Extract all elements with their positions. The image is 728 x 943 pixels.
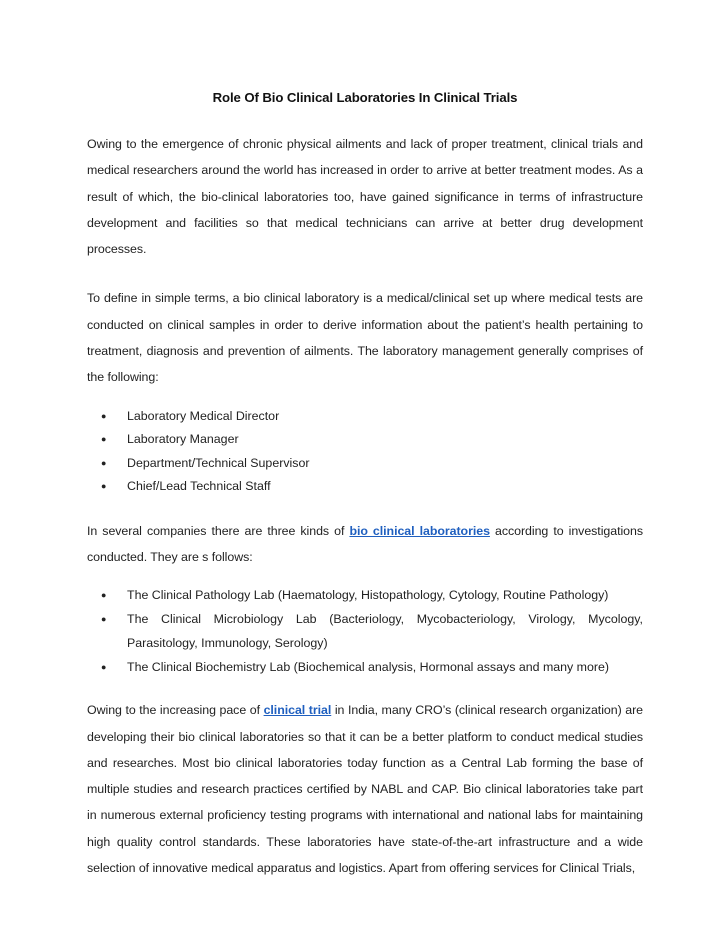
- bullet-icon: ●: [101, 457, 107, 468]
- bio-clinical-laboratories-link[interactable]: bio clinical laboratories: [349, 523, 490, 538]
- document-title: Role Of Bio Clinical Laboratories In Clinical Trials: [212, 90, 518, 105]
- paragraph-text: Owing to the increasing pace of: [87, 703, 264, 718]
- paragraph-intro: Owing to the emergence of chronic physical ailments and lack of proper treatment, clinical trials and medical researchers around the world has increased in order to arrive at better treatment modes. As a result of which, the bio-clinical laboratories too, have gained significance in terms of infrastructure development and facilities so that medical technicians can arrive at better drug development processes.: [87, 137, 643, 257]
- list-item-text: Laboratory Manager: [127, 432, 239, 447]
- document-page: [87, 88, 643, 881]
- clinical-trial-link[interactable]: clinical trial: [263, 703, 332, 718]
- bullet-icon: ●: [101, 590, 107, 601]
- list-item-text: Chief/Lead Technical Staff: [127, 479, 271, 494]
- paragraph-text: In several companies there are three kinds of: [87, 523, 350, 538]
- list-item-text: Laboratory Medical Director: [127, 408, 280, 423]
- bullet-icon: ●: [101, 481, 107, 492]
- paragraph-definition: To define in simple terms, a bio clinical laboratory is a medical/clinical set up where medical tests are conducted on clinical samples in order to derive information about the patient’s health pertaining to treatment, diagnosis and prevention of ailments. The laboratory management generally comprises of the following:: [87, 291, 643, 385]
- bullet-icon: ●: [101, 434, 107, 445]
- list-item: [101, 428, 643, 452]
- list-item-text: The Clinical Microbiology Lab (Bacteriology, Mycobacteriology, Virology, Mycology, Parasitology, Immunology, Serology): [127, 612, 643, 651]
- list-item: [101, 607, 643, 655]
- list-item: [101, 405, 643, 429]
- list-item-text: Department/Technical Supervisor: [127, 455, 310, 470]
- list-item: [101, 655, 643, 679]
- paragraph-text: in India, many CRO’s (clinical research organization) are developing their bio clinical laboratories so that it can be a better platform to conduct medical studies and researches. Most bio clinical laboratories today function as a Central Lab forming the base of multiple studies and research practices certified by NABL and CAP. Bio clinical laboratories take part in numerous external proficiency testing programs with international and national labs for maintaining high quality control standards. These laboratories have state-of-the-art infrastructure and a wide selection of innovative medical apparatus and logistics. Apart from offering services for Clinical Trials,: [87, 703, 643, 876]
- paragraph-text: according to investigations conducted. They are s follows:: [87, 523, 644, 564]
- management-list: [87, 405, 643, 499]
- list-item: [101, 583, 643, 607]
- list-item-text: The Clinical Pathology Lab (Haematology, Histopathology, Cytology, Routine Pathology): [127, 588, 609, 603]
- paragraph-cro: [87, 697, 643, 881]
- lab-types-list: [87, 583, 643, 679]
- list-item: [101, 452, 643, 476]
- list-item: [101, 475, 643, 499]
- bullet-icon: ●: [101, 410, 107, 421]
- bullet-icon: ●: [101, 662, 107, 673]
- paragraph-lab-kinds: [87, 518, 643, 571]
- bullet-icon: ●: [101, 614, 107, 625]
- list-item-text: The Clinical Biochemistry Lab (Biochemical analysis, Hormonal assays and many more): [127, 660, 610, 675]
